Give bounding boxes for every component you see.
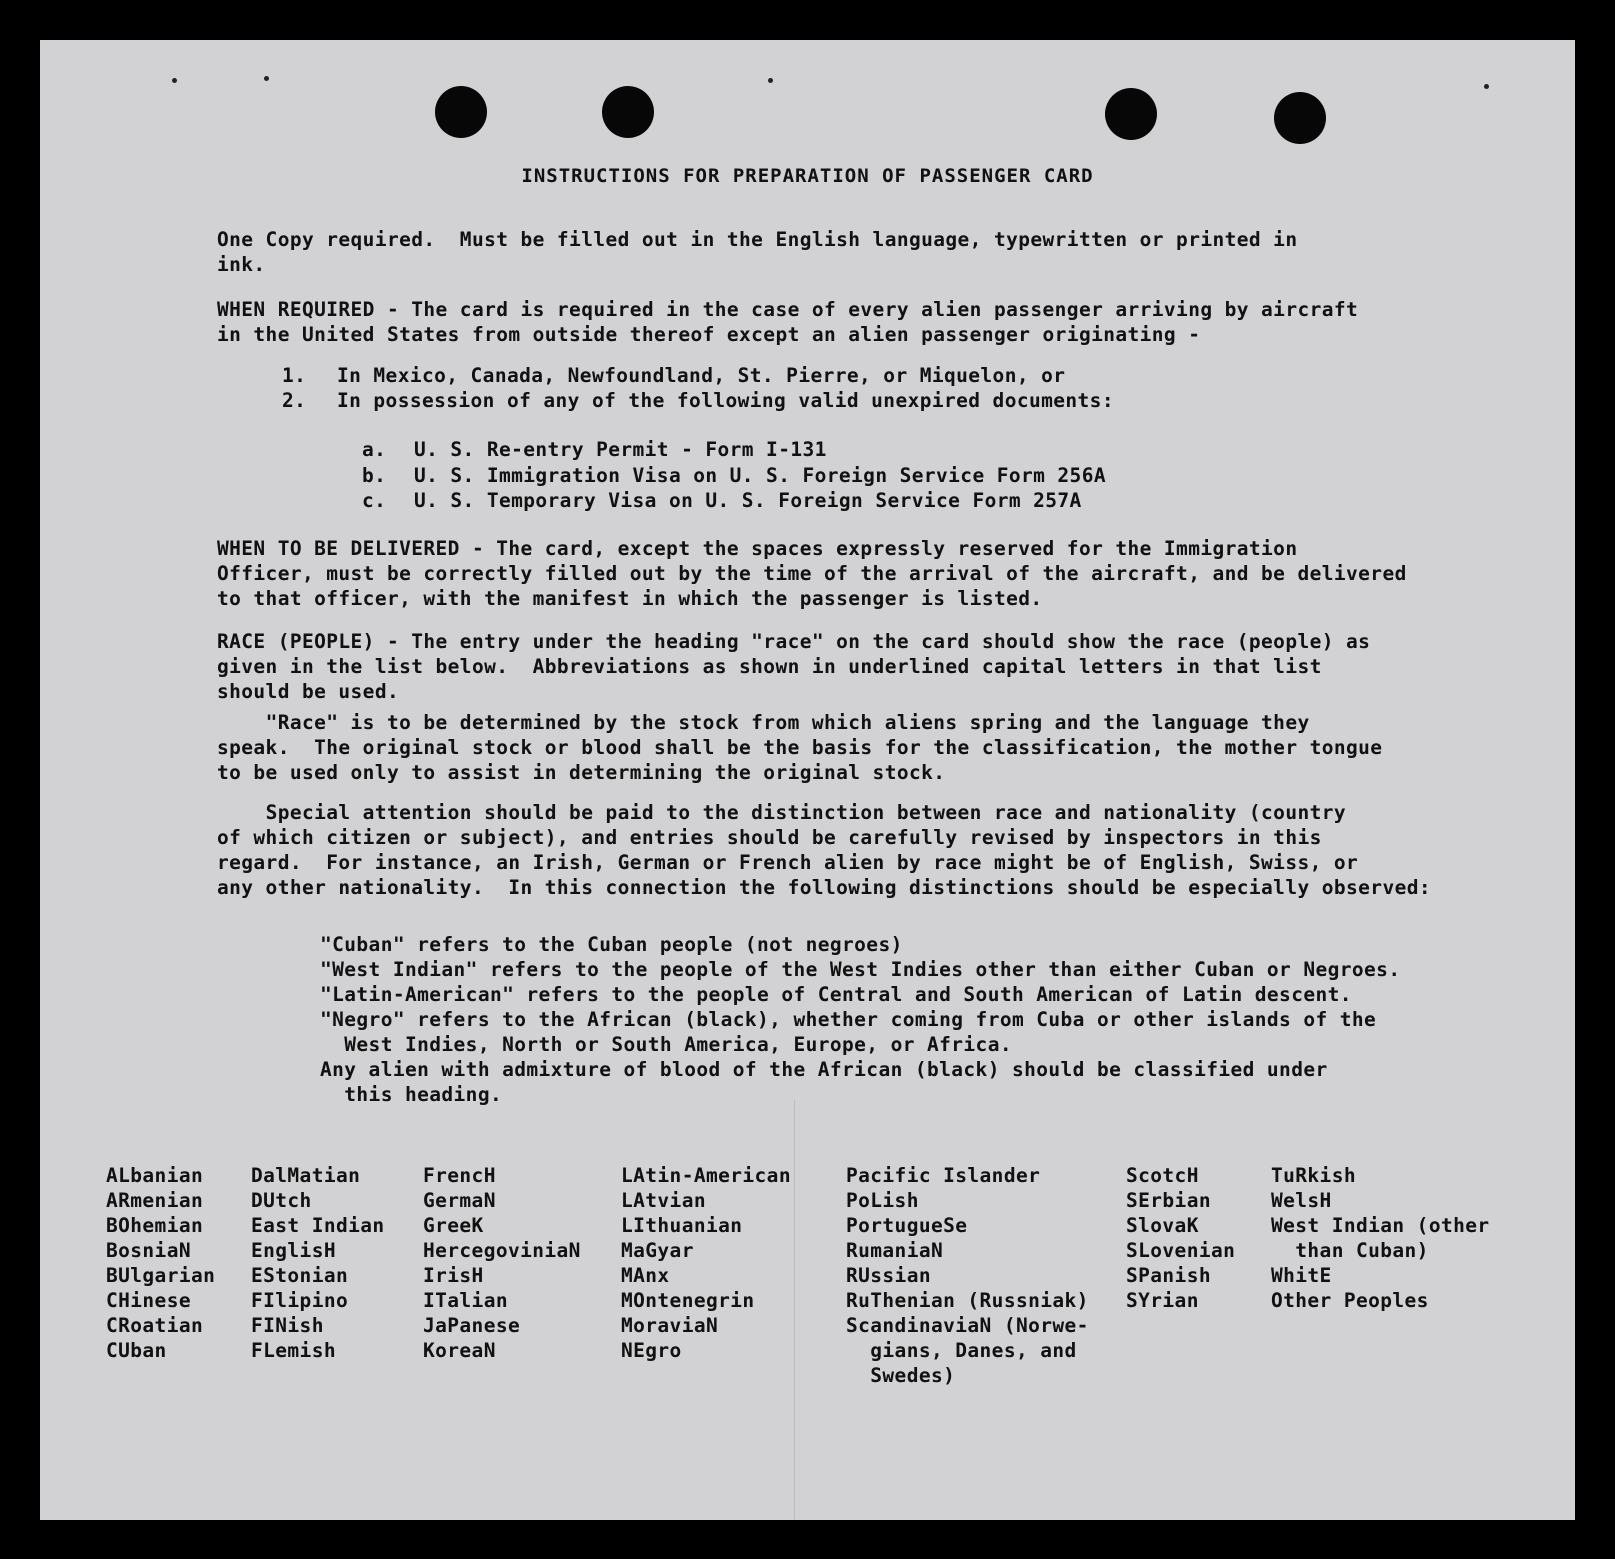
race-entry: EnglisH xyxy=(251,1239,336,1262)
race-column xyxy=(251,1163,385,1363)
race-entry: SErbian xyxy=(1126,1189,1211,1212)
race-entry: Swedes) xyxy=(846,1364,956,1387)
race-entry: gians, Danes, and xyxy=(846,1339,1077,1362)
punch-hole xyxy=(435,86,487,138)
race-entry: CRoatian xyxy=(106,1314,204,1337)
race-entry: SPanish xyxy=(1126,1264,1211,1287)
speck xyxy=(768,78,773,83)
punch-hole xyxy=(602,86,654,138)
sublist-item: U. S. Immigration Visa on U. S. Foreign Service Form 256A xyxy=(414,464,1106,487)
race-entry: KoreaN xyxy=(423,1339,496,1362)
sublist-item: U. S. Re-entry Permit - Form I-131 xyxy=(414,438,827,461)
list-number: 1. xyxy=(282,364,307,387)
speck xyxy=(264,76,269,81)
race-entry: MoraviaN xyxy=(621,1314,719,1337)
race-entry: DUtch xyxy=(251,1189,312,1212)
race-entry: BUlgarian xyxy=(106,1264,216,1287)
race-column xyxy=(106,1163,215,1363)
race-entry: FINish xyxy=(251,1314,324,1337)
race-entry: RUssian xyxy=(846,1264,931,1287)
special-attention-paragraph: Special attention should be paid to the distinction between race and nationality (country of which citizen or subject), and entries should be carefully revised by inspectors in this regard. For instance, an Irish, German or French alien by race might be of English, Swiss, or any other nationality. In this connection the following distinctions should be especially observed: xyxy=(217,801,1431,899)
race-entry: WhitE xyxy=(1271,1264,1332,1287)
race-entry: West Indian (other xyxy=(1271,1214,1490,1237)
race-entry: RuThenian (Russniak) xyxy=(846,1289,1089,1312)
race-entry: PoLish xyxy=(846,1189,919,1212)
race-entry: SlovaK xyxy=(1126,1214,1199,1237)
race-entry: FLemish xyxy=(251,1339,336,1362)
race-entry: DalMatian xyxy=(251,1164,361,1187)
race-entry: ScandinaviaN (Norwe- xyxy=(846,1314,1089,1337)
race-entry: RumaniaN xyxy=(846,1239,944,1262)
race-column xyxy=(846,1163,1089,1388)
race-entry: CUban xyxy=(106,1339,167,1362)
race-entry: PortugueSe xyxy=(846,1214,968,1237)
fold-crease xyxy=(794,1100,795,1520)
race-entry: BosniaN xyxy=(106,1239,191,1262)
race-entry: GreeK xyxy=(423,1214,484,1237)
race-column xyxy=(423,1163,581,1363)
race-definition-paragraph: "Race" is to be determined by the stock from which aliens spring and the language they speak. The original stock or blood shall be the basis for the classification, the mother tongue to be used only to assist in determining the original stock. xyxy=(217,711,1383,784)
race-column xyxy=(621,1163,791,1363)
race-paragraph: RACE (PEOPLE) - The entry under the heading "race" on the card should show the race (people) as given in the list below. Abbreviations as shown in underlined capital letters in that list should be used. xyxy=(217,630,1371,703)
distinctions-list: "Cuban" refers to the Cuban people (not negroes) "West Indian" refers to the people of the West Indies other than either Cuban or Negroes. "Latin-American" refers to the people of Central and South American of Latin descent. "Negro" refers to the African (black), whether coming from Cuba or other islands of the West Indies, North or South America, Europe, or Africa. Any alien with admixture of blood of the African (black) should be classified under this heading. xyxy=(320,933,1401,1106)
race-entry: EStonian xyxy=(251,1264,349,1287)
punch-hole xyxy=(1274,92,1326,144)
race-entry: BOhemian xyxy=(106,1214,204,1237)
race-entry: MaGyar xyxy=(621,1239,694,1262)
race-entry: Pacific Islander xyxy=(846,1164,1041,1187)
when-required-paragraph: WHEN REQUIRED - The card is required in the case of every alien passenger arriving by aircraft in the United States from outside thereof except an alien passenger originating - xyxy=(217,298,1359,346)
race-entry: MOntenegrin xyxy=(621,1289,755,1312)
race-entry: LAtin-American xyxy=(621,1164,791,1187)
punch-hole xyxy=(1105,88,1157,140)
race-entry: IrisH xyxy=(423,1264,484,1287)
race-entry: SLovenian xyxy=(1126,1239,1236,1262)
sublist-letter: a. xyxy=(362,438,387,461)
list-item: In Mexico, Canada, Newfoundland, St. Pierre, or Miquelon, or xyxy=(337,364,1066,387)
when-delivered-paragraph: WHEN TO BE DELIVERED - The card, except the spaces expressly reserved for the Immigration Officer, must be correctly filled out by the time of the arrival of the aircraft, and be delivered to that officer, with the manifest in which the passenger is listed. xyxy=(217,537,1407,610)
page-title: INSTRUCTIONS FOR PREPARATION OF PASSENGER CARD xyxy=(521,165,1094,187)
race-entry: FrencH xyxy=(423,1164,496,1187)
list-item: In possession of any of the following valid unexpired documents: xyxy=(337,389,1114,412)
race-entry: ITalian xyxy=(423,1289,508,1312)
race-entry: NEgro xyxy=(621,1339,682,1362)
race-entry: FIlipino xyxy=(251,1289,349,1312)
race-entry: CHinese xyxy=(106,1289,191,1312)
speck xyxy=(1484,84,1489,89)
race-entry: SYrian xyxy=(1126,1289,1199,1312)
race-entry: JaPanese xyxy=(423,1314,521,1337)
sublist-letter: b. xyxy=(362,464,387,487)
sublist-item: U. S. Temporary Visa on U. S. Foreign Service Form 257A xyxy=(414,489,1082,512)
race-entry: MAnx xyxy=(621,1264,670,1287)
list-number: 2. xyxy=(282,389,307,412)
race-entry: Other Peoples xyxy=(1271,1289,1429,1312)
race-entry: LAtvian xyxy=(621,1189,706,1212)
race-entry: HercegoviniaN xyxy=(423,1239,581,1262)
race-column xyxy=(1271,1163,1490,1313)
race-entry: ALbanian xyxy=(106,1164,204,1187)
race-column xyxy=(1126,1163,1235,1313)
copy-paragraph: One Copy required. Must be filled out in the English language, typewritten or printed in ink. xyxy=(217,228,1298,276)
race-entry: ARmenian xyxy=(106,1189,204,1212)
race-entry: ScotcH xyxy=(1126,1164,1199,1187)
race-entry: GermaN xyxy=(423,1189,496,1212)
sublist-letter: c. xyxy=(362,489,387,512)
speck xyxy=(172,78,177,83)
race-entry: TuRkish xyxy=(1271,1164,1356,1187)
race-entry: WelsH xyxy=(1271,1189,1332,1212)
race-entry: East Indian xyxy=(251,1214,385,1237)
race-entry: LIthuanian xyxy=(621,1214,743,1237)
race-entry: than Cuban) xyxy=(1271,1239,1429,1262)
